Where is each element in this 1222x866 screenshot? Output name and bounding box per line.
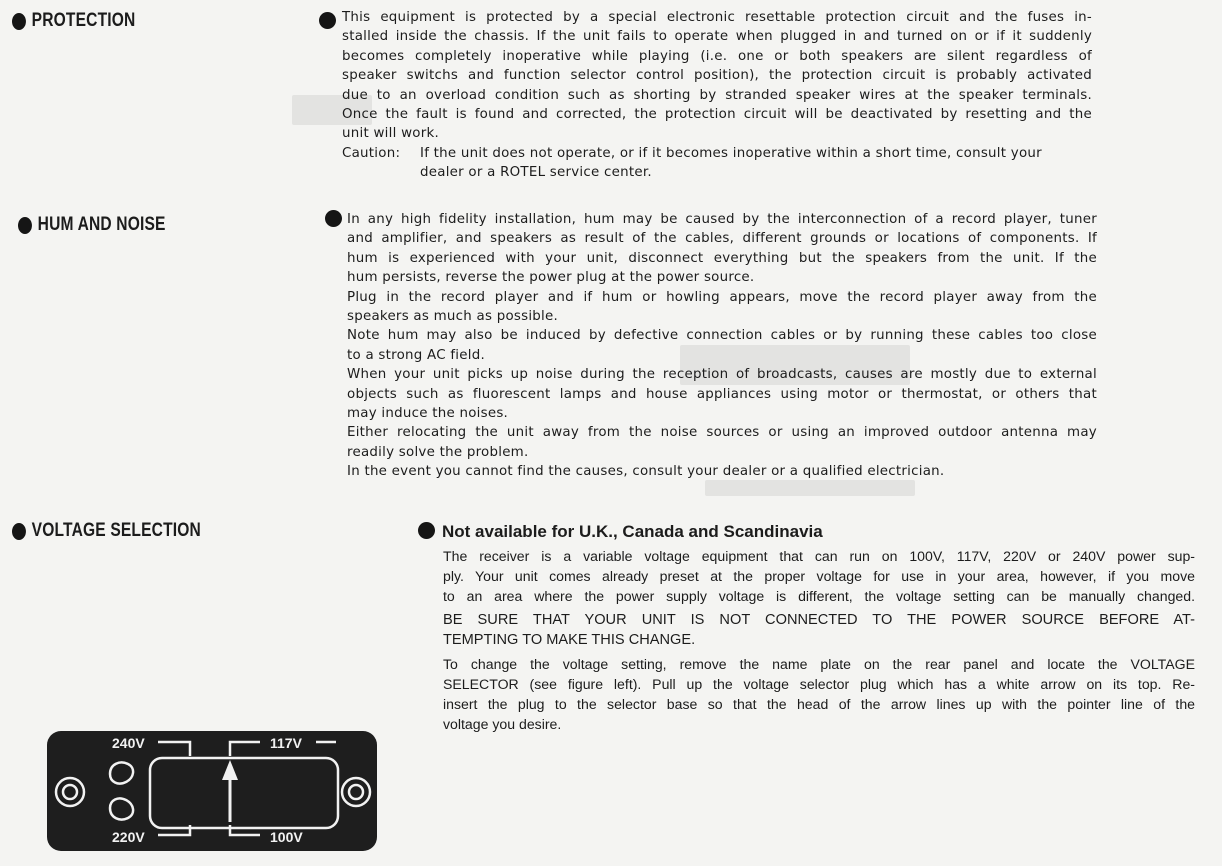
label-117v: 117V — [270, 735, 302, 751]
hum-line: readily solve the problem. — [347, 444, 529, 460]
bullet-icon — [319, 12, 336, 29]
protection-line: speaker switchs and function selector control position), the protection circuit is probably activated — [342, 68, 1092, 84]
voltage-body — [443, 546, 1195, 734]
voltage-heading — [12, 520, 201, 542]
voltage-line: The receiver is a variable voltage equipment that can run on 100V, 117V, 220V or 240V power sup- — [443, 548, 1195, 564]
voltage-warning-line: TEMPTING TO MAKE THIS CHANGE. — [443, 632, 696, 648]
caution-label: Caution: — [342, 145, 401, 161]
voltage-heading-text: VOLTAGE SELECTION — [31, 520, 201, 541]
caution-text-continued: dealer or a ROTEL service center. — [420, 165, 652, 181]
hum-line: objects such as fluorescent lamps and house appliances using motor or thermostat, or others that — [347, 386, 1097, 402]
hum-line: Note hum may also be induced by defective connection cables or by running these cables too close — [347, 328, 1097, 344]
voltage-warning-line: BE SURE THAT YOUR UNIT IS NOT CONNECTED TO THE POWER SOURCE BEFORE AT- — [443, 612, 1195, 628]
voltage-subtitle: Not available for U.K., Canada and Scandinavia — [442, 522, 823, 541]
caution-note — [342, 144, 1092, 163]
hum-line: hum persists, reverse the power plug at the power source. — [347, 270, 755, 286]
voltage-line: to an area where the power supply voltage is different, the voltage setting can be manually changed. — [443, 588, 1195, 604]
hum-body — [347, 210, 1097, 482]
show-through-mark — [705, 480, 915, 496]
bullet-icon — [418, 522, 435, 539]
bullet-icon — [12, 13, 26, 30]
voltage-line: SELECTOR (see figure left). Pull up the voltage selector plug which has a white arrow on its top. Re- — [443, 676, 1195, 692]
hum-line: In the event you cannot find the causes, consult your dealer or a qualified electrician. — [347, 464, 945, 480]
hum-line: to a strong AC field. — [347, 347, 485, 363]
hum-line: and amplifier, and speakers as result of the cables, different grounds or locations of components. If — [347, 231, 1097, 247]
hum-heading-text: HUM AND NOISE — [37, 214, 166, 235]
bullet-icon — [18, 217, 32, 234]
voltage-line: insert the plug to the selector base so that the head of the arrow lines up with the pointer line of the — [443, 696, 1195, 712]
protection-line: This equipment is protected by a special electronic resettable protection circuit and the fuses in- — [342, 10, 1092, 25]
bullet-icon — [325, 210, 342, 227]
hum-line: When your unit picks up noise during the reception of broadcasts, causes are mostly due to external — [347, 367, 1097, 383]
voltage-line: To change the voltage setting, remove the name plate on the rear panel and locate the VOLTAGE — [443, 656, 1195, 672]
voltage-selector-figure — [46, 730, 378, 852]
label-220v: 220V — [112, 829, 145, 845]
hum-line: may induce the noises. — [347, 406, 509, 422]
label-100v: 100V — [270, 829, 303, 845]
label-240v: 240V — [112, 735, 145, 751]
protection-line: due to an overload condition such as shorting by stranded speaker wires at the speaker terminals. — [342, 87, 1092, 103]
protection-line: Once the fault is found and corrected, the protection circuit will be deactivated by resetting and the — [342, 107, 1092, 123]
bullet-icon — [12, 523, 26, 540]
protection-body — [342, 8, 1092, 183]
hum-line: In any high fidelity installation, hum may be caused by the interconnection of a record player, tuner — [347, 212, 1097, 227]
voltage-line: ply. Your unit comes already preset at the proper voltage for use in your area, however, if you move — [443, 568, 1195, 584]
protection-line: stalled inside the chassis. If the unit fails to operate when plugged in and turned on or if it suddenly — [342, 29, 1092, 45]
protection-line: unit will work. — [342, 126, 439, 142]
protection-heading-text: PROTECTION — [31, 10, 136, 31]
hum-heading — [18, 214, 166, 236]
voltage-line: voltage you desire. — [443, 716, 562, 732]
hum-line: Plug in the record player and if hum or howling appears, move the record player away from the — [347, 289, 1097, 305]
hum-line: speakers as much as possible. — [347, 309, 559, 325]
protection-line: becomes completely inoperative while playing (i.e. one or both speakers are silent regardless of — [342, 48, 1092, 64]
hum-line: Either relocating the unit away from the noise sources or using an improved outdoor antenna may — [347, 425, 1097, 441]
voltage-selector-panel — [46, 730, 378, 852]
caution-text: If the unit does not operate, or if it becomes inoperative within a short time, consult your — [420, 145, 1042, 161]
protection-heading — [12, 10, 135, 32]
hum-line: hum is experienced with your unit, disconnect everything but the speakers from the unit. If the — [347, 250, 1097, 266]
